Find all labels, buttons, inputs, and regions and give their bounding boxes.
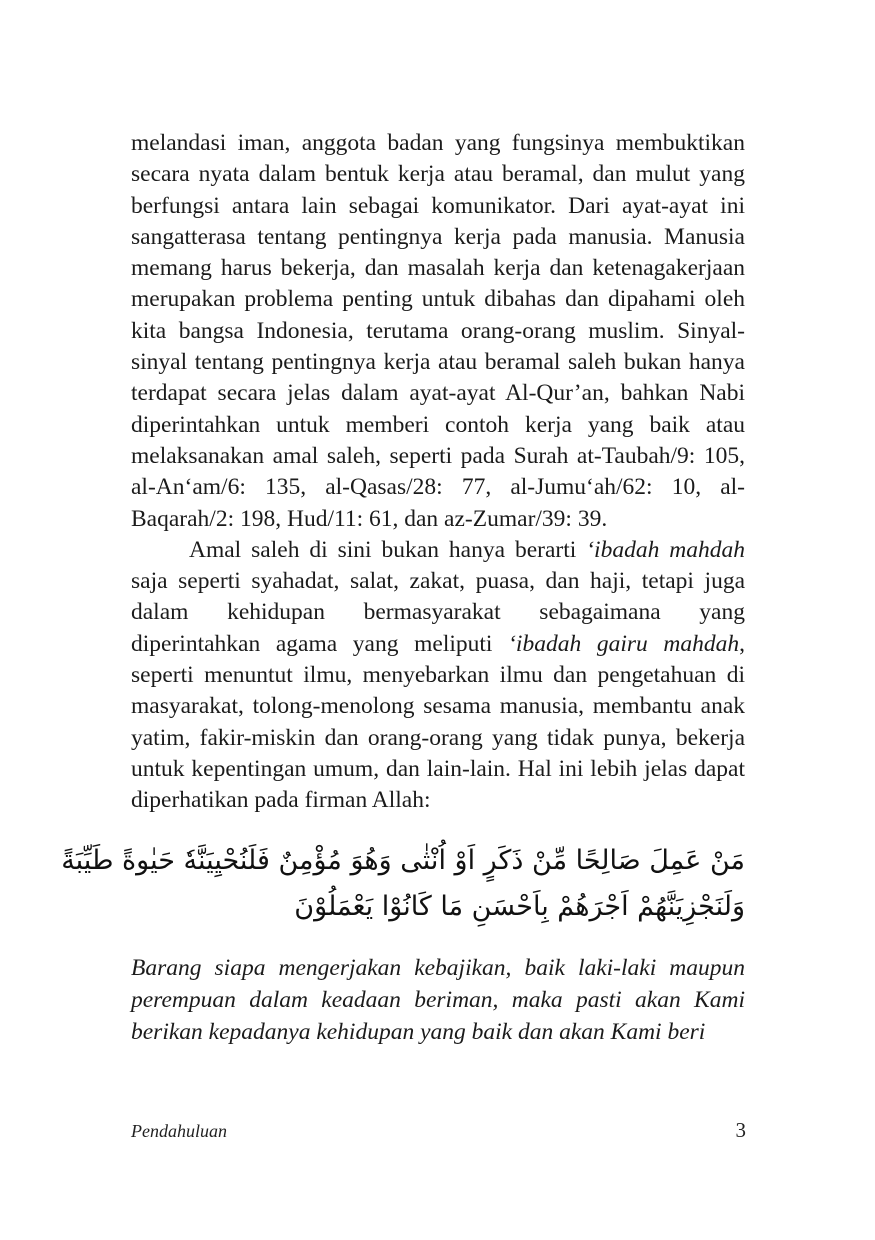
paragraph-2 <box>131 535 745 817</box>
verse-translation: Barang siapa mengerjakan kebajikan, baik laki-laki maupun perempuan dalam keadaan beriman, maka pasti akan Kami berikan kepadanya kehidupan yang baik dan akan Kami beri <box>131 955 745 1045</box>
paragraph-1: melandasi iman, anggota badan yang fungsinya membuktikan secara nyata dalam bentuk kerja atau beramal, dan mulut yang berfungsi antara lain sebagai komunikator. Dari ayat-ayat ini sangatterasa tentang pentingnya kerja pada manusia. Manusia memang harus bekerja, dan masalah kerja dan ketenagakerjaan merupakan problema penting untuk dibahas dan dipahami oleh kita bangsa Indonesia, terutama orang-orang muslim. Sinyal-sinyal tentang pentingnya kerja atau beramal saleh bukan hanya terdapat secara jelas dalam ayat-ayat Al-Qur’an, bahkan Nabi diperintahkan untuk memberi contoh kerja yang baik atau melaksanakan amal saleh, seperti pada Surah at-Taubah/9: 105, al-An‘am/6: 135, al-Qasas/28: 77, al-Jumu‘ah/62: 10, al-Baqarah/2: 198, Hud/11: 61, dan az-Zumar/39: 39. <box>131 130 745 532</box>
paragraph-2-part-1: Amal saleh di sini bukan hanya berarti <box>189 536 587 563</box>
body-text <box>131 128 745 817</box>
running-footer-chapter: Pendahuluan <box>131 1121 227 1141</box>
term-ibadah-gairu-mahdah: ‘ibadah gairu mahdah <box>508 630 740 657</box>
page-number: 3 <box>735 1118 746 1142</box>
verse-line-2: وَلَنَجْزِيَنَّهُمْ اَجْرَهُمْ بِاَحْسَنِ مَا كَانُوْا يَعْمَلُوْنَ <box>294 891 745 922</box>
paragraph-2-part-2: saja seperti syahadat, salat, zakat, puasa, dan haji, tetapi juga dalam kehidupan bermasyarakat sebagaimana yang diperintahkan agama yang meliputi <box>131 568 745 657</box>
paragraph-2-part-3: , seperti menuntut ilmu, menyebarkan ilmu dan pengetahuan di masyarakat, tolong-menolong sesama manusia, membantu anak yatim, fakir-miskin dan orang-orang yang tidak punya, bekerja untuk kepentingan umum, dan lain-lain. Hal ini lebih jelas dapat diperhatikan pada firman Allah: <box>131 630 745 814</box>
quran-verse <box>61 838 745 930</box>
term-ibadah-mahdah: ‘ibadah mahdah <box>586 536 746 563</box>
verse-line-1: مَنْ عَمِلَ صَالِحًا مِّنْ ذَكَرٍ اَوْ اُنْثٰى وَهُوَ مُؤْمِنٌ فَلَنُحْيِيَنَّهٗ حَيٰوةً طَيِّبَةً <box>61 845 745 876</box>
